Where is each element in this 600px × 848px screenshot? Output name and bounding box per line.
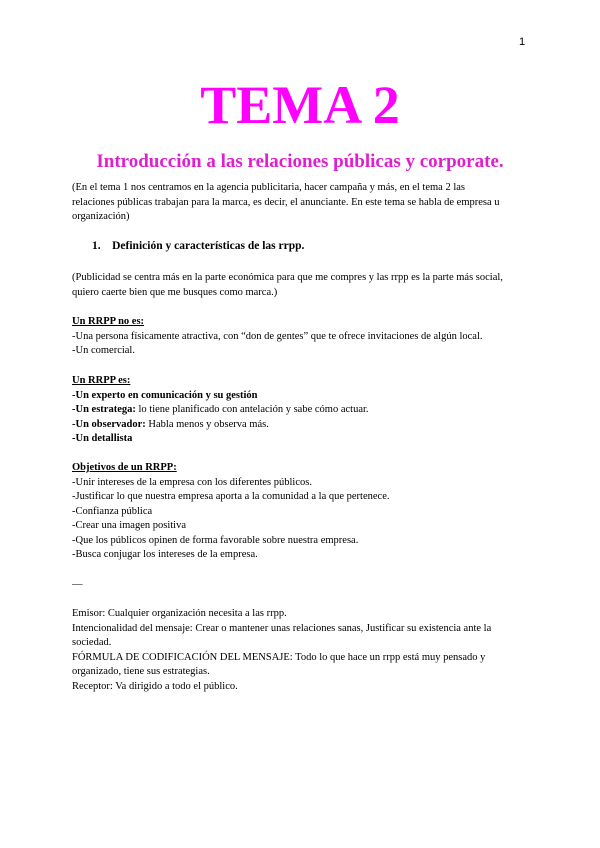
page-title: TEMA 2 [200,75,400,135]
intro-line: relaciones públicas trabajan para la marca, es decir, el anunciante. En este tema se habla de empresa u [72,196,500,208]
final-line: Receptor: Va dirigido a todo el público. [72,680,238,692]
separator: — [72,579,83,590]
final-line: organizado, tiene sus estrategias. [72,666,210,677]
list-item [72,389,532,404]
no-es-heading: Un RRPP no es: [72,316,145,327]
list-item: -Confianza pública [72,505,153,517]
note-paragraph [72,271,532,300]
note-line: quiero caerte bien que me busques como marca.) [72,286,278,298]
item-bold: -Un detallista [72,433,133,444]
list-item: -Una persona físicamente atractiva, con “don de gentes” que te ofrece invitaciones de algún local. [72,330,483,342]
item-bold: -Un estratega: [72,404,136,415]
section-title: Definición y características de las rrpp. [112,240,305,252]
list-item [72,403,532,418]
item-bold: -Un observador: [72,418,146,430]
list-item [72,432,532,447]
objetivos-heading: Objetivos de un RRPP: [72,462,177,473]
no-es-block [72,315,532,359]
final-paragraph [72,607,532,694]
list-item: -Crear una imagen positiva [72,520,187,531]
page-subtitle: Introducción a las relaciones públicas y corporate. [96,151,504,172]
item-bold: -Un experto en comunicación y su gestión [72,389,258,401]
intro-line: (En el tema 1 nos centramos en la agencia publicitaria, hacer campaña y más, en el tema 2 las [72,182,465,193]
list-item: -Un comercial. [72,345,135,356]
intro-paragraph [72,181,532,225]
final-line: Intencionalidad del mensaje: Crear o mantener unas relaciones sanas, Justificar su existencia ante la [72,622,492,634]
list-item: -Justificar lo que nuestra empresa aporta a la comunidad a la que pertenece. [72,491,390,502]
final-line: Emisor: Cualquier organización necesita a las rrpp. [72,608,287,619]
intro-line: organización) [72,211,130,222]
section-1-heading [92,240,304,252]
page-number: 1 [519,36,526,48]
item-text: Habla menos y observa más. [145,418,269,430]
es-block [72,374,532,447]
list-item: -Busca conjugar los intereses de la empresa. [72,549,258,560]
list-item: -Unir intereses de la empresa con los diferentes públicos. [72,476,312,488]
final-line: sociedad. [72,637,112,648]
list-item [72,418,532,433]
final-line: FÓRMULA DE CODIFICACIÓN DEL MENSAJE: Todo lo que hace un rrpp está muy pensado y [72,651,486,663]
item-text: lo tiene planificado con antelación y sabe cómo actuar. [135,404,369,415]
section-number: 1. [92,240,101,252]
list-item: -Que los públicos opinen de forma favorable sobre nuestra empresa. [72,534,359,546]
note-line: (Publicidad se centra más en la parte económica para que me compres y las rrpp es la parte más social, [72,272,503,283]
es-heading: Un RRPP es: [72,375,131,386]
objetivos-block [72,461,532,563]
